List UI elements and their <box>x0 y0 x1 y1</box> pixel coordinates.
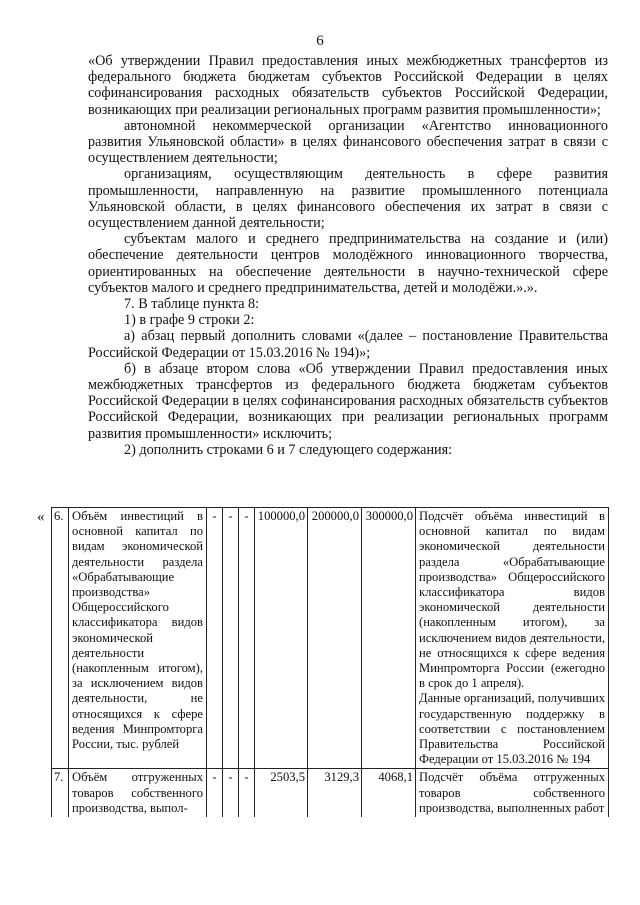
value-cell: 200000,0 <box>308 508 362 769</box>
paragraph: автономной некоммерческой организации «Агентство инновационного развития Ульяновской области» в целях финансового обеспечения затрат в связи с осуществлением деятельности; <box>88 117 608 167</box>
paragraph: а) абзац первый дополнить словами «(далее – постановление Правительства Российской Федерации от 15.03.2016 № 194)»; <box>88 328 608 361</box>
row-number: 6. <box>52 508 69 769</box>
method-text: Подсчёт объёма инвестиций в основной капитал по видам экономической деятельности раздела «Обрабатывающие производства» Общероссийского классификатора видов экономической деятельности (накопленным итогом), за исключением видов деятельности, не относящихся к сфере ведения Минпромторга России (ежегодно в срок до 1 апреля). <box>419 509 605 691</box>
value-cell: 2503,5 <box>255 769 308 817</box>
table-cell: - <box>223 508 239 769</box>
table-cell: - <box>207 769 223 817</box>
paragraph: «Об утверждении Правил предоставления иных межбюджетных трансфертов из федерального бюджета бюджетам субъектов Российской Федерации в целях софинансирования расходных обязательств субъектов Российской Федерации, возникающих при реализации региональных программ развития промышленности»; <box>88 53 608 118</box>
indicator-name: Объём инвестиций в основной капитал по видам экономической деятельности раздела «Обрабатывающие производства» Общероссийского классификатора видов экономической деятельности (накопленным итогом), за исключением видов деятельности, не относящихся к сфере ведения Минпромторга России, тыс. рублей <box>69 508 207 769</box>
value-cell: 300000,0 <box>362 508 416 769</box>
table-row <box>52 769 609 817</box>
paragraph: 7. В таблице пункта 8: <box>124 296 260 313</box>
page-number: 6 <box>316 33 324 49</box>
value-cell: 3129,3 <box>308 769 362 817</box>
method-cell <box>416 508 609 769</box>
paragraph: 2) дополнить строками 6 и 7 следующего содержания: <box>124 441 453 458</box>
indicator-table <box>51 507 608 817</box>
table-cell: - <box>239 769 255 817</box>
value-cell: 100000,0 <box>255 508 308 769</box>
row-number: 7. <box>52 769 69 817</box>
paragraph: 1) в графе 9 строки 2: <box>124 312 255 329</box>
document-body <box>88 53 608 458</box>
method-text: Данные организаций, получивших государственную поддержку в соответствии с постановлением Правительства Российской Федерации от 15.03.2016 № 194 <box>419 691 605 767</box>
paragraph: организациям, осуществляющим деятельность в сфере развития промышленности, направленную на развитие промышленного потенциала Ульяновской области, в целях финансового обеспечения их затрат в связи с осуществлением данной деятельности; <box>88 166 608 232</box>
table-cell: - <box>239 508 255 769</box>
table-row <box>52 508 609 769</box>
table-cell: - <box>223 769 239 817</box>
table-cell: - <box>207 508 223 769</box>
paragraph: субъектам малого и среднего предпринимательства на создание и (или) обеспечение деятельности центров молодёжного инновационного творчества, ориентированных на обеспечение деятельности в научно-технической сфере субъектов малого и среднего предпринимательства, детей и молодёжи.».». <box>88 231 608 296</box>
table-quote-mark: « <box>37 509 45 525</box>
paragraph: б) в абзаце втором слова «Об утверждении Правил предоставления иных межбюджетных трансфертов из федерального бюджета бюджетам субъектов Российской Федерации в целях софинансирования расходных обязательств субъектов Российской Федерации, возникающих при реализации региональных программ развития промышленности» исключить; <box>88 360 608 442</box>
method-cell <box>416 769 609 817</box>
method-text: Подсчёт объёма отгруженных товаров собственного производства, выполненных работ <box>419 770 605 815</box>
indicator-name: Объём отгруженных товаров собственного производства, выпол- <box>69 769 207 817</box>
value-cell: 4068,1 <box>362 769 416 817</box>
